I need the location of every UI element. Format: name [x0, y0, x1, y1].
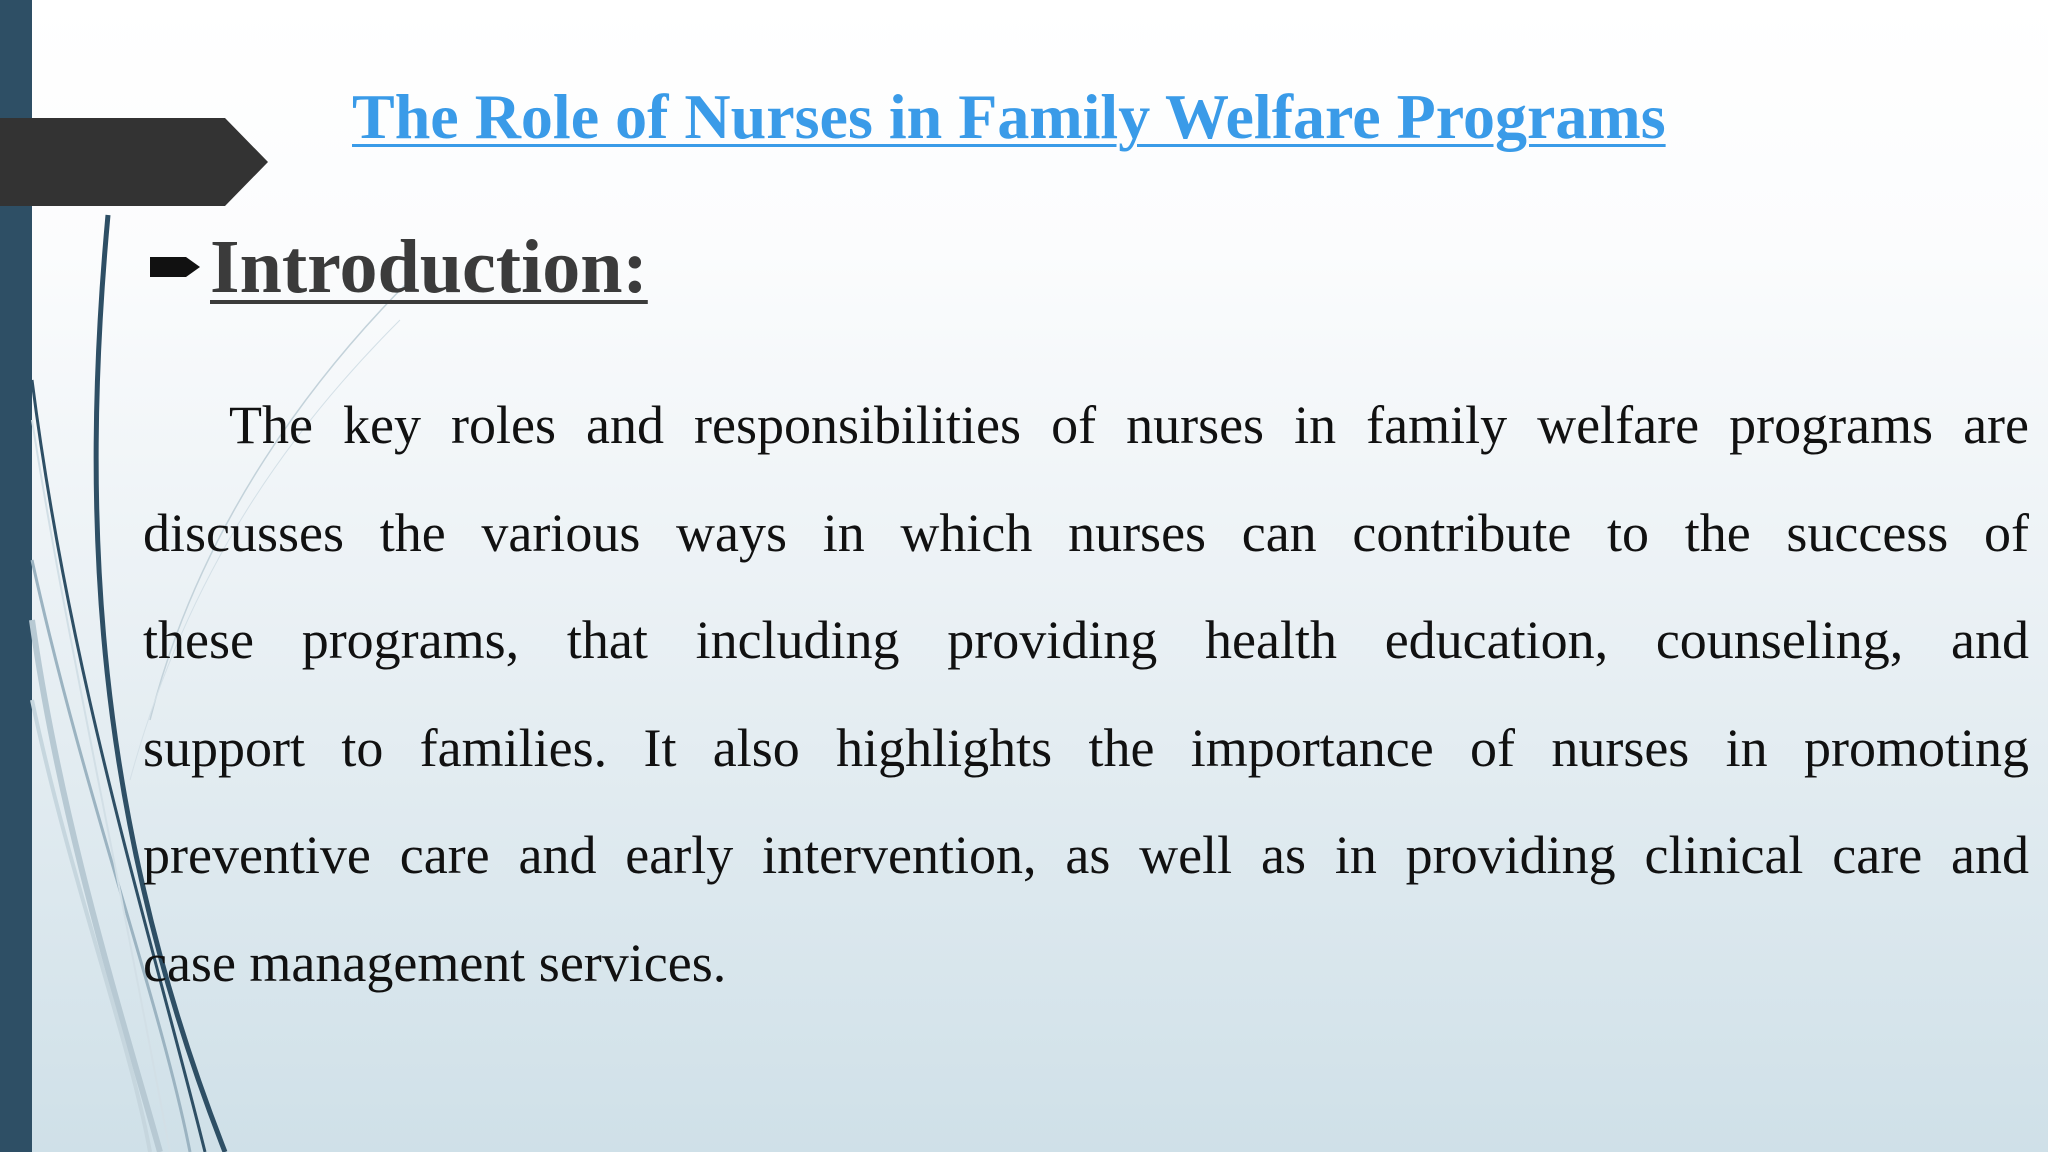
introduction-heading: Introduction: [210, 225, 648, 309]
arrow-bullet-icon [146, 251, 202, 283]
body-paragraph [143, 372, 2029, 1017]
body-line: case management services. [143, 932, 727, 993]
body-line: preventive care and early intervention, as well as in providing clinical care and [143, 825, 2029, 885]
slide-title: The Role of Nurses in Family Welfare Programs [352, 81, 1666, 152]
body-line: support to families. It also highlights the importance of nurses in promoting [143, 717, 2029, 778]
body-line: The key roles and responsibilities of nurses in family welfare programs are [229, 395, 2029, 455]
introduction-heading-row [146, 222, 648, 312]
title-tab-shape [0, 118, 270, 206]
body-line: these programs, that including providing health education, counseling, and [143, 610, 2029, 670]
body-line: discusses the various ways in which nurses can contribute to the success of [143, 502, 2029, 563]
